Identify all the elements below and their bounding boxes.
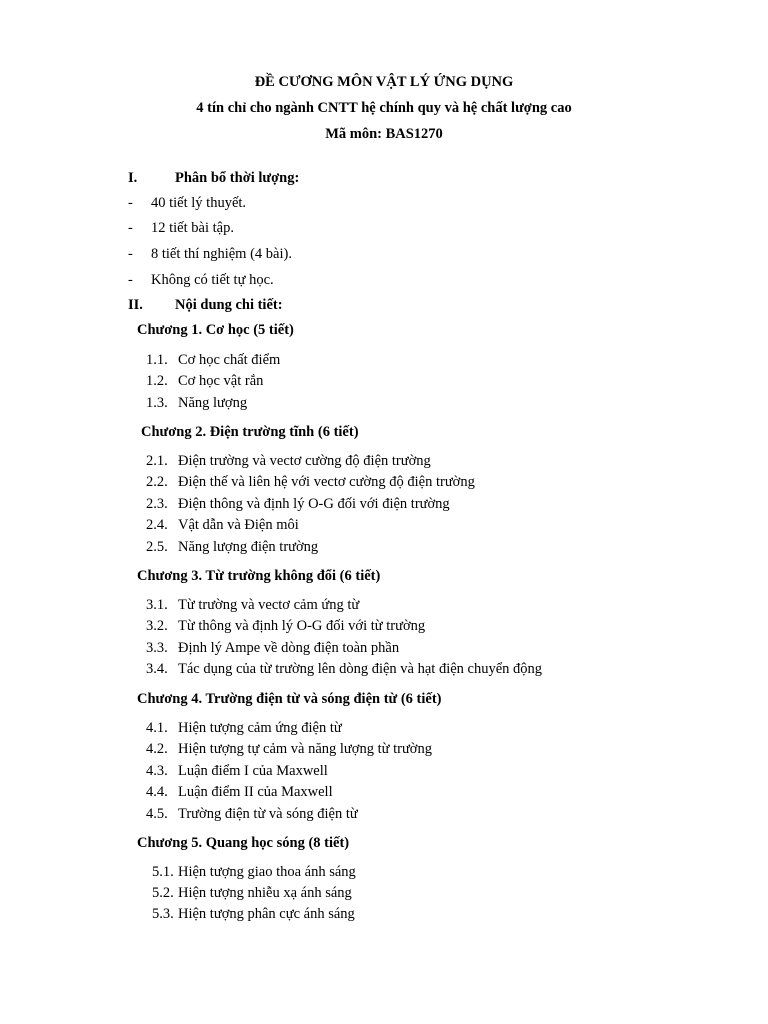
bullet-dash: - bbox=[128, 195, 133, 211]
section1-number: I. bbox=[128, 170, 138, 186]
item-text: Luận điểm I của Maxwell bbox=[178, 763, 328, 779]
section2-title: Nội dung chi tiết: bbox=[175, 297, 283, 313]
document-subtitle: 4 tín chỉ cho ngành CNTT hệ chính quy và hệ chất lượng cao bbox=[196, 100, 572, 116]
item-number: 1.2. bbox=[146, 373, 168, 389]
list-item-text: 40 tiết lý thuyết. bbox=[151, 195, 247, 211]
list-item-text: Không có tiết tự học. bbox=[151, 272, 274, 288]
item-text: Định lý Ampe về dòng điện toàn phần bbox=[178, 640, 400, 656]
item-text: Hiện tượng nhiễu xạ ánh sáng bbox=[178, 885, 352, 901]
item-text: Vật dẫn và Điện môi bbox=[178, 517, 299, 533]
item-text: Cơ học vật rắn bbox=[178, 373, 264, 389]
item-text: Hiện tượng cảm ứng điện từ bbox=[178, 720, 342, 736]
item-number: 2.5. bbox=[146, 539, 168, 555]
item-text: Từ thông và định lý O-G đối với từ trường bbox=[178, 618, 426, 634]
document-title: ĐỀ CƯƠNG MÔN VẬT LÝ ỨNG DỤNG bbox=[254, 74, 514, 90]
item-text: Điện thế và liên hệ với vectơ cường độ điện trường bbox=[178, 474, 475, 490]
item-number: 1.3. bbox=[146, 395, 168, 411]
item-number: 4.4. bbox=[146, 784, 168, 800]
item-text: Điện trường và vectơ cường độ điện trường bbox=[178, 453, 431, 469]
item-text: Hiện tượng tự cảm và năng lượng từ trường bbox=[178, 741, 432, 757]
item-text: Từ trường và vectơ cảm ứng từ bbox=[178, 597, 360, 613]
bullet-dash: - bbox=[128, 272, 133, 288]
chapter-3-title: Chương 3. Từ trường không đổi (6 tiết) bbox=[137, 568, 381, 584]
item-text: Điện thông và định lý O-G đối với điện trường bbox=[178, 496, 450, 512]
item-number: 2.2. bbox=[146, 474, 168, 490]
item-number: 3.2. bbox=[146, 618, 168, 634]
item-number: 2.4. bbox=[146, 517, 168, 533]
item-number: 2.1. bbox=[146, 453, 168, 469]
item-number: 2.3. bbox=[146, 496, 168, 512]
item-number: 4.5. bbox=[146, 806, 168, 822]
item-number: 4.3. bbox=[146, 763, 168, 779]
item-text: Luận điểm II của Maxwell bbox=[178, 784, 333, 800]
item-text: Hiện tượng giao thoa ánh sáng bbox=[178, 864, 356, 880]
chapter-1-title: Chương 1. Cơ học (5 tiết) bbox=[137, 322, 294, 338]
chapter-5-title: Chương 5. Quang học sóng (8 tiết) bbox=[137, 835, 350, 851]
bullet-dash: - bbox=[128, 246, 133, 262]
item-number: 4.1. bbox=[146, 720, 168, 736]
item-text: Năng lượng điện trường bbox=[178, 539, 319, 555]
item-text: Trường điện từ và sóng điện từ bbox=[178, 806, 358, 822]
section1-title: Phân bổ thời lượng: bbox=[175, 170, 300, 186]
item-number: 3.4. bbox=[146, 661, 168, 677]
item-number: 5.3. bbox=[152, 906, 174, 922]
section2-number: II. bbox=[128, 297, 143, 313]
list-item-text: 8 tiết thí nghiệm (4 bài). bbox=[151, 246, 292, 262]
item-number: 5.1. bbox=[152, 864, 174, 880]
item-number: 5.2. bbox=[152, 885, 174, 901]
chapter-4-title: Chương 4. Trường điện từ và sóng điện từ (6 tiết) bbox=[137, 691, 442, 707]
item-number: 1.1. bbox=[146, 352, 168, 368]
item-text: Cơ học chất điểm bbox=[178, 352, 281, 368]
item-text: Hiện tượng phân cực ánh sáng bbox=[178, 906, 355, 922]
item-text: Năng lượng bbox=[178, 395, 248, 411]
bullet-dash: - bbox=[128, 220, 133, 236]
item-number: 3.3. bbox=[146, 640, 168, 656]
chapter-2-title: Chương 2. Điện trường tĩnh (6 tiết) bbox=[141, 424, 359, 440]
item-number: 3.1. bbox=[146, 597, 168, 613]
course-code: Mã môn: BAS1270 bbox=[325, 126, 443, 142]
list-item-text: 12 tiết bài tập. bbox=[151, 220, 234, 236]
item-number: 4.2. bbox=[146, 741, 168, 757]
item-text: Tác dụng của từ trường lên dòng điện và hạt điện chuyển động bbox=[178, 661, 543, 677]
